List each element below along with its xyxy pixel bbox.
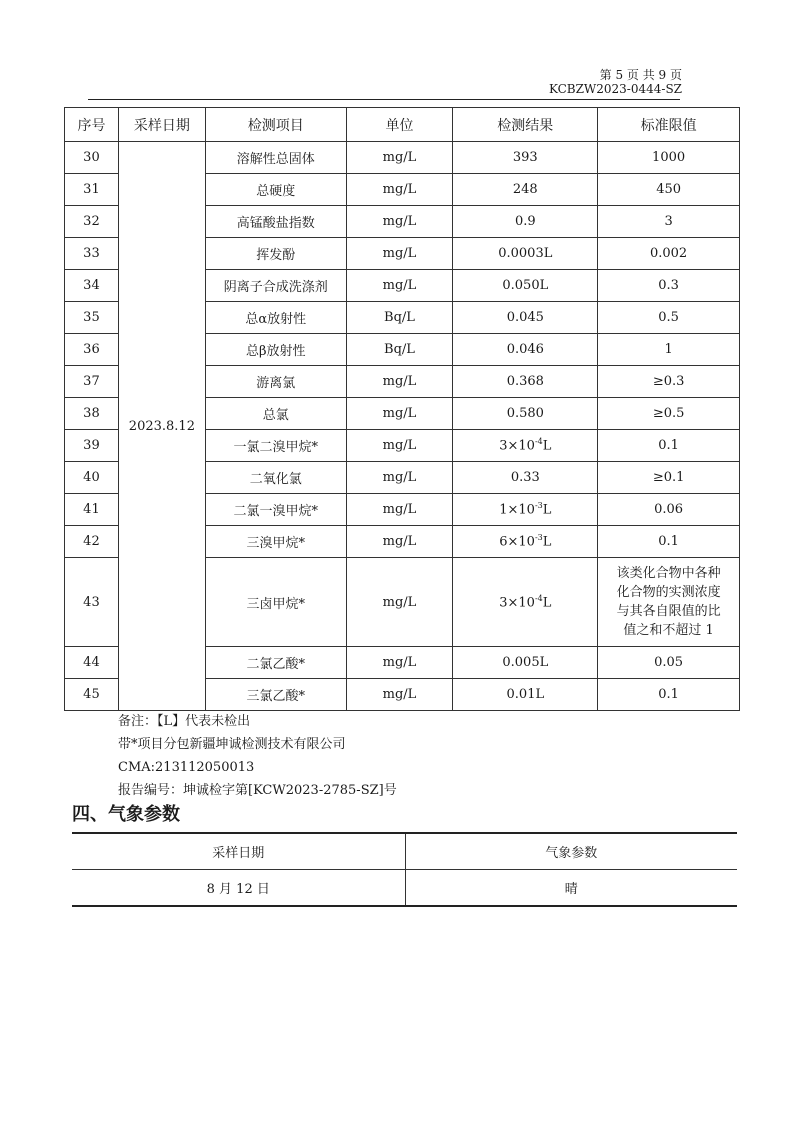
row-limit: 1: [598, 334, 740, 366]
limit-line: 该类化合物中各种: [616, 566, 721, 581]
row-result: 0.045: [453, 302, 598, 334]
row-result: [453, 430, 598, 462]
row-result: 393: [453, 142, 598, 174]
table-row: [65, 142, 740, 174]
row-limit: ≥0.1: [598, 462, 740, 494]
row-limit: 0.1: [598, 430, 740, 462]
report-ref-note: 报告编号：坤诚检字第[KCW2023-2785-SZ]号: [118, 783, 397, 798]
page-info: 第 5 页 共 9 页: [599, 68, 682, 82]
row-no: 45: [65, 679, 119, 711]
row-limit: 3: [598, 206, 740, 238]
result-suffix: L: [542, 438, 552, 454]
row-unit: mg/L: [346, 206, 453, 238]
row-unit: mg/L: [346, 238, 453, 270]
row-item: 二氯乙酸*: [205, 647, 346, 679]
row-item: 游离氯: [205, 366, 346, 398]
row-limit: 0.05: [598, 647, 740, 679]
result-suffix: L: [542, 595, 552, 611]
row-result: 0.9: [453, 206, 598, 238]
row-limit: 0.3: [598, 270, 740, 302]
result-base: 1×10: [499, 502, 535, 518]
row-no: 34: [65, 270, 119, 302]
row-limit: 0.06: [598, 494, 740, 526]
row-unit: mg/L: [346, 398, 453, 430]
row-no: 31: [65, 174, 119, 206]
limit-line: 值之和不超过 1: [623, 623, 714, 638]
row-result: 248: [453, 174, 598, 206]
row-no: 39: [65, 430, 119, 462]
weather-header-row: [72, 833, 737, 870]
result-base: 3×10: [499, 595, 535, 611]
row-result: [453, 558, 598, 647]
row-result: 0.01L: [453, 679, 598, 711]
weather-value: 晴: [405, 870, 737, 907]
row-limit: [598, 558, 740, 647]
row-no: 44: [65, 647, 119, 679]
row-result: [453, 494, 598, 526]
row-no: 30: [65, 142, 119, 174]
row-item: 总硬度: [205, 174, 346, 206]
result-exponent: -3: [534, 533, 543, 543]
header-rule: [88, 99, 680, 100]
weather-table: [72, 832, 737, 907]
row-limit: ≥0.3: [598, 366, 740, 398]
result-exponent: -3: [534, 501, 543, 511]
result-base: 3×10: [499, 438, 535, 454]
row-unit: mg/L: [346, 558, 453, 647]
limit-line: 与其各自限值的比: [616, 604, 721, 619]
row-result: 0.046: [453, 334, 598, 366]
row-item: 二氧化氯: [205, 462, 346, 494]
row-no: 43: [65, 558, 119, 647]
results-header-row: [65, 108, 740, 142]
row-limit: 1000: [598, 142, 740, 174]
row-item: 一氯二溴甲烷*: [205, 430, 346, 462]
row-no: 36: [65, 334, 119, 366]
row-no: 40: [65, 462, 119, 494]
cma-note: CMA:213112050013: [118, 760, 255, 775]
sampling-date-cell: 2023.8.12: [118, 142, 205, 711]
row-item: 总α放射性: [205, 302, 346, 334]
row-no: 41: [65, 494, 119, 526]
row-no: 35: [65, 302, 119, 334]
col-header-weather: 气象参数: [405, 833, 737, 870]
row-limit: 0.1: [598, 679, 740, 711]
table-row: [72, 870, 737, 907]
section-title-weather: 四、气象参数: [72, 804, 180, 825]
row-no: 38: [65, 398, 119, 430]
row-unit: mg/L: [346, 462, 453, 494]
row-unit: mg/L: [346, 366, 453, 398]
col-header-no: 序号: [65, 108, 119, 142]
row-result: 0.050L: [453, 270, 598, 302]
remark-note: 备注：【L】代表未检出: [118, 714, 251, 729]
row-item: 溶解性总固体: [205, 142, 346, 174]
row-result: 0.368: [453, 366, 598, 398]
row-item: 总β放射性: [205, 334, 346, 366]
row-unit: Bq/L: [346, 334, 453, 366]
col-header-unit: 单位: [346, 108, 453, 142]
col-header-date: 采样日期: [118, 108, 205, 142]
results-table: [64, 107, 740, 711]
row-item: 高锰酸盐指数: [205, 206, 346, 238]
col-header-sampling-date: 采样日期: [72, 833, 405, 870]
result-suffix: L: [542, 502, 552, 518]
row-no: 37: [65, 366, 119, 398]
report-number: KCBZW2023-0444-SZ: [548, 82, 682, 96]
row-result: [453, 526, 598, 558]
row-limit: ≥0.5: [598, 398, 740, 430]
row-unit: Bq/L: [346, 302, 453, 334]
row-result: 0.0003L: [453, 238, 598, 270]
row-unit: mg/L: [346, 174, 453, 206]
row-no: 32: [65, 206, 119, 238]
row-item: 阴离子合成洗涤剂: [205, 270, 346, 302]
row-limit: 0.002: [598, 238, 740, 270]
row-unit: mg/L: [346, 647, 453, 679]
row-limit: 0.5: [598, 302, 740, 334]
row-item: 挥发酚: [205, 238, 346, 270]
row-unit: mg/L: [346, 526, 453, 558]
row-item: 三卤甲烷*: [205, 558, 346, 647]
row-item: 二氯一溴甲烷*: [205, 494, 346, 526]
result-suffix: L: [542, 534, 552, 550]
result-exponent: -4: [534, 593, 543, 603]
row-item: 三溴甲烷*: [205, 526, 346, 558]
row-item: 三氯乙酸*: [205, 679, 346, 711]
row-no: 33: [65, 238, 119, 270]
row-unit: mg/L: [346, 494, 453, 526]
col-header-limit: 标准限值: [598, 108, 740, 142]
result-base: 6×10: [499, 534, 535, 550]
row-no: 42: [65, 526, 119, 558]
row-unit: mg/L: [346, 430, 453, 462]
notes-block: [118, 710, 397, 802]
col-header-item: 检测项目: [205, 108, 346, 142]
row-result: 0.33: [453, 462, 598, 494]
row-result: 0.005L: [453, 647, 598, 679]
row-unit: mg/L: [346, 270, 453, 302]
row-result: 0.580: [453, 398, 598, 430]
row-limit: 450: [598, 174, 740, 206]
row-unit: mg/L: [346, 142, 453, 174]
row-item: 总氯: [205, 398, 346, 430]
result-exponent: -4: [534, 437, 543, 447]
weather-date: 8 月 12 日: [72, 870, 405, 907]
col-header-result: 检测结果: [453, 108, 598, 142]
limit-line: 化合物的实测浓度: [616, 585, 721, 600]
subcontract-note: 带*项目分包新疆坤诚检测技术有限公司: [118, 737, 346, 752]
row-limit: 0.1: [598, 526, 740, 558]
row-unit: mg/L: [346, 679, 453, 711]
